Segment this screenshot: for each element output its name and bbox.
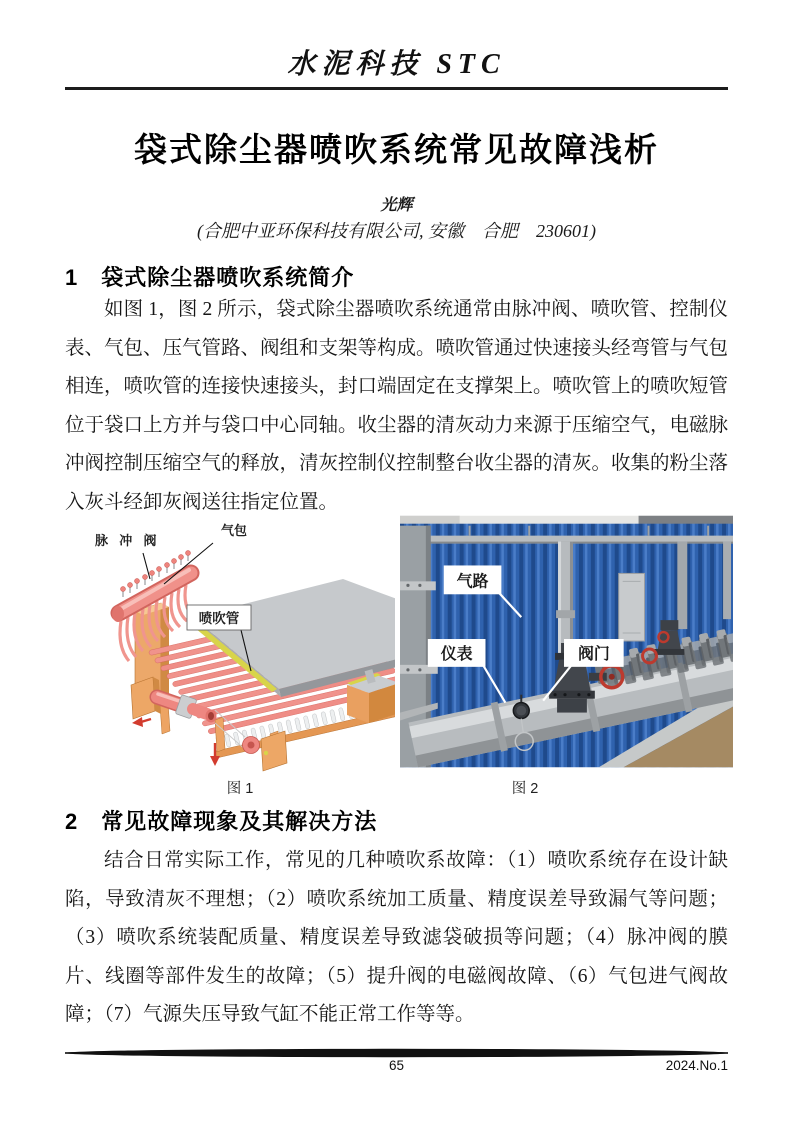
section-2-heading: 2 常见故障现象及其解决方法	[65, 809, 378, 834]
footer-page-number: 65	[388, 1058, 405, 1073]
section-2-paragraph: 结合日常实际工作，常见的几种喷吹系故障：（1）喷吹系统存在设计缺陷，导致清灰不理想；（2）喷吹系统加工质量、精度误差导致漏气等问题；（3）喷吹系统装配质量、精度误差导致滤袋破损等问题；（4）脉冲阀的膜片、线圈等部件发生的故障；（5）提升阀的电磁阀故障、（6）气包进气阀故障；（7）气源失压导致气缸不能正常工作等等。	[65, 850, 728, 1025]
figure-1-drawing	[65, 513, 395, 775]
section-1-heading: 1 袋式除尘器喷吹系统简介	[65, 265, 355, 290]
figure2-label-air-line: 气路	[456, 573, 489, 591]
figure-2-caption: 图 2	[511, 781, 539, 797]
header-rule	[65, 87, 728, 90]
figure-2-drawing	[400, 515, 733, 768]
author-name: 光辉	[380, 197, 413, 214]
figure2-label-valve: 阀门	[577, 645, 610, 663]
figure-1-diagram	[65, 513, 395, 775]
author-affiliation: (合肥中亚环保科技有限公司, 安徽 合肥 230601)	[197, 221, 596, 241]
footer-bar	[65, 1048, 728, 1058]
figure2-label-instrument: 仪表	[440, 645, 473, 663]
figure-1-caption: 图 1	[226, 781, 254, 797]
section-1-paragraph: 如图 1，图 2 所示，袋式除尘器喷吹系统通常由脉冲阀、喷吹管、控制仪表、气包、压气管路、阀组和支架等构成。喷吹管通过快速接头经弯管与气包相连，喷吹管的连接快速接头，封口端固定在支撑架上。喷吹管上的喷吹短管位于袋口上方并与袋口中心同轴。收尘器的清灰动力来源于压缩空气，电磁脉冲阀控制压缩空气的释放，清灰控制仪控制整台收尘器的清灰。收集的粉尘落入灰斗经卸灰阀送往指定位置。	[65, 299, 729, 513]
figure-row	[65, 513, 733, 776]
figure1-label-pulse-valve: 脉 冲 阀	[95, 533, 161, 548]
figure1-label-blow-pipe: 喷吹管	[198, 611, 240, 626]
figure-2-photo	[400, 515, 733, 768]
figure1-label-air-bag: 气包	[221, 523, 248, 538]
journal-title: 水泥科技 STC	[287, 49, 506, 80]
article-title: 袋式除尘器喷吹系统常见故障浅析	[134, 131, 659, 168]
footer-issue: 2024.No.1	[665, 1058, 728, 1073]
